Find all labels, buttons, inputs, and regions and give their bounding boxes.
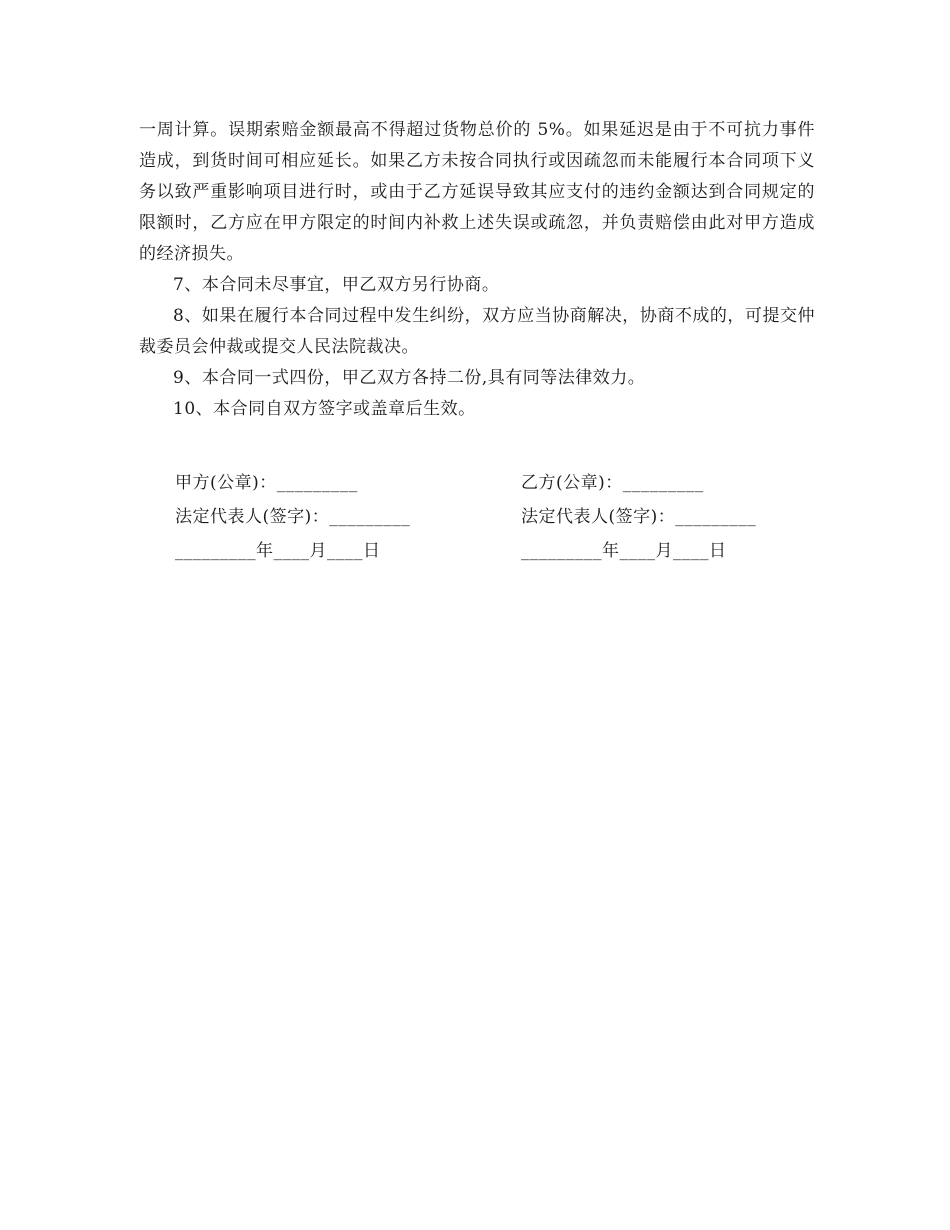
contract-body [139,115,815,425]
party-a-representative-field: 法定代表人(签字)：_________ [175,507,411,527]
party-a-seal-field: 甲方(公章)：_________ [175,473,358,493]
signature-row-seal [175,466,815,500]
party-b-representative-field: 法定代表人(签字)：_________ [521,507,757,527]
paragraph-clause-8: 8、如果在履行本合同过程中发生纠纷，双方应当协商解决，协商不成的，可提交仲裁委员会仲裁或提交人民法院裁决。 [139,306,815,357]
paragraph-delay-compensation: 一周计算。误期索赔金额最高不得超过货物总价的 5%。如果延迟是由于不可抗力事件造成，到货时间可相应延长。如果乙方未按合同执行或因疏忽而未能履行本合同项下义务以致严重影响项目进行时，或由于乙方延误导致其应支付的违约金额达到合同规定的限额时，乙方应在甲方限定的时间内补救上述失误或疏忽，并负责赔偿由此对甲方造成的经济损失。 [139,120,815,264]
paragraph-clause-9: 9、本合同一式四份，甲乙双方各持二份,具有同等法律效力。 [173,368,646,388]
party-a-date-field: _________年____月____日 [175,541,381,561]
party-b-seal-field: 乙方(公章)：_________ [521,473,704,493]
signature-row-representative [175,500,815,534]
party-b-date-field: _________年____月____日 [521,541,727,561]
signature-block [175,466,815,568]
paragraph-clause-7: 7、本合同未尽事宜，甲乙双方另行协商。 [173,275,500,295]
signature-row-date [175,534,815,568]
paragraph-clause-10: 10、本合同自双方签字或盖章后生效。 [173,399,476,419]
